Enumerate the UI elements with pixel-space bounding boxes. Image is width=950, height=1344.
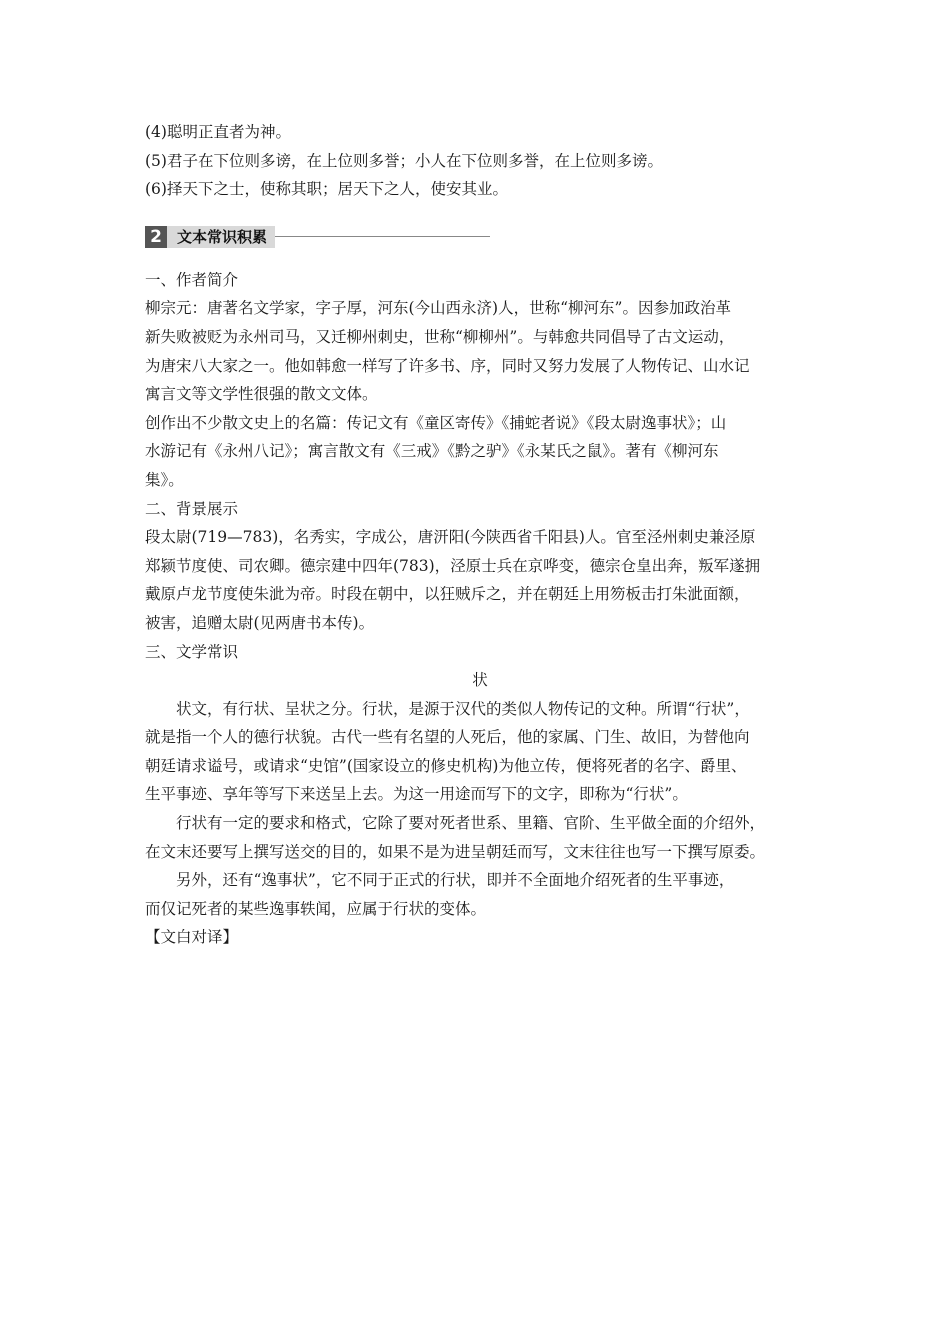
author-line: 柳宗元：唐著名文学家，字子厚，河东(今山西永济)人，世称“柳河东”。因参加政治革: [145, 299, 731, 318]
author-line: 寓言文等文学性很强的散文文体。: [145, 385, 378, 404]
author-line: 新失败被贬为永州司马，又迁柳州刺史，世称“柳柳州”。与韩愈共同倡导了古文运动，: [145, 327, 735, 346]
paragraph-line: 就是指一个人的德行状貌。古代一些有名望的人死后，他的家属、门生、故旧，为替他向: [145, 728, 750, 747]
background-section: [145, 495, 815, 638]
literature-section: [145, 638, 815, 924]
literature-paragraph: [145, 866, 815, 923]
literature-subtitle: 状: [472, 671, 488, 690]
author-line: 为唐宋八大家之一。他如韩愈一样写了许多书、序，同时又努力发展了人物传记、山水记: [145, 356, 750, 375]
background-line: 戴原卢龙节度使朱泚为帝。时段在朝中，以狂贼斥之，并在朝廷上用笏板击打朱泚面额，: [145, 585, 750, 604]
section-header: [145, 222, 815, 252]
literature-paragraph: [145, 695, 815, 809]
section-number: 2: [145, 226, 167, 248]
section-title: 文本常识积累: [167, 226, 275, 248]
paragraph-line: 行状有一定的要求和格式，它除了要对死者世系、里籍、官阶、生平做全面的介绍外，: [176, 814, 766, 833]
document-page: [145, 118, 815, 952]
literature-heading: 三、文学常识: [145, 642, 239, 661]
author-heading: 一、作者简介: [145, 270, 239, 289]
item-5: (5)君子在下位则多谤，在上位则多誉；小人在下位则多誉，在上位则多谤。: [145, 151, 663, 170]
translation-label: 【文白对译】: [145, 928, 239, 947]
paragraph-line: 在文末还要写上撰写送交的目的，如果不是为进呈朝廷而写，文末往往也写一下撰写原委。: [145, 842, 766, 861]
paragraph-line: 状文，有行状、呈状之分。行状，是源于汉代的类似人物传记的文种。所谓“行状”，: [176, 699, 750, 718]
item-6: (6)择天下之士，使称其职；居天下之人，使安其业。: [145, 180, 508, 199]
background-heading: 二、背景展示: [145, 499, 239, 518]
paragraph-line: 生平事迹、享年等写下来送呈上去。为这一用途而写下的文字，即称为“行状”。: [145, 785, 688, 804]
background-line: 被害，追赠太尉(见两唐书本传)。: [145, 613, 375, 632]
paragraph-line: 另外，还有“逸事状”，它不同于正式的行状，即并不全面地介绍死者的生平事迹，: [176, 871, 735, 890]
paragraph-line: 而仅记死者的某些逸事轶闻，应属于行状的变体。: [145, 899, 487, 918]
background-line: 郑颍节度使、司农卿。德宗建中四年(783)，泾原士兵在京哗变，德宗仓皇出奔，叛军遂拥: [145, 556, 761, 575]
numbered-items: [145, 118, 815, 204]
background-line: 段太尉(719—783)，名秀实，字成公，唐汧阳(今陕西省千阳县)人。官至泾州刺史兼泾原: [145, 528, 756, 547]
literature-paragraph: [145, 809, 815, 866]
section-divider: [275, 236, 490, 237]
item-4: (4)聪明正直者为神。: [145, 123, 291, 141]
paragraph-line: 朝廷请求谥号，或请求“史馆”(国家设立的修史机构)为他立传，便将死者的名字、爵里、: [145, 756, 747, 775]
author-section: [145, 266, 815, 495]
author-line: 水游记有《永州八记》；寓言散文有《三戒》《黔之驴》《永某氏之鼠》。著有《柳河东: [145, 442, 719, 461]
author-line: 集》。: [145, 470, 184, 489]
author-line: 创作出不少散文史上的名篇：传记文有《童区寄传》《捕蛇者说》《段太尉逸事状》；山: [145, 413, 727, 432]
